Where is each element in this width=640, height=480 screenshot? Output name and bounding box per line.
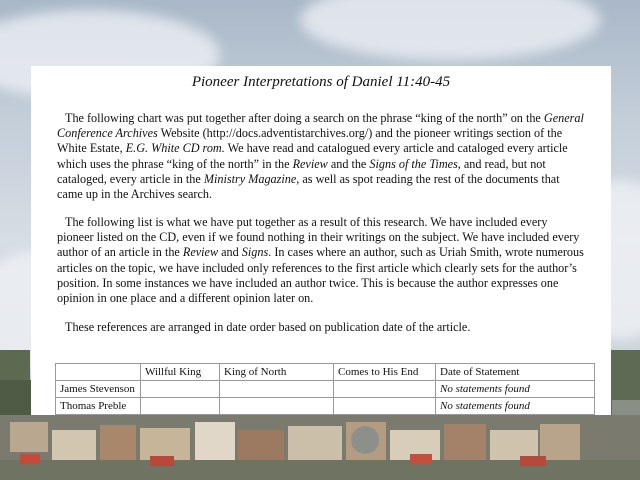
author-cell: Thomas Preble (56, 398, 141, 415)
paragraph-method (57, 215, 585, 306)
king-of-north-cell (220, 398, 334, 415)
text-run: We have read and catalogued every article and cataloged every article which uses the phrase “king of the north” in the (57, 141, 568, 171)
king-of-north-cell (220, 381, 334, 398)
text-run: , and read, but not cataloged, every article in the (57, 156, 546, 186)
text-run: , as well as spot reading the rest of the documents that came up in the Archives search. (57, 171, 560, 202)
table-row (56, 398, 595, 415)
italic-run: Ministry Magazine (203, 171, 297, 186)
header-cell-king-of-north: King of North (220, 364, 334, 381)
text-run: Website (http://docs.adventistarchives.org/) and the pioneer writings section of the White Estate, (57, 126, 563, 156)
italic-run: E.G. White CD rom. (125, 141, 225, 156)
document-page (31, 66, 611, 415)
italic-run: Review (292, 156, 328, 171)
author-cell: James Stevenson (56, 381, 141, 398)
paragraph-intro (57, 111, 585, 202)
header-cell-comes-to-his-end: Comes to His End (334, 364, 436, 381)
text-run: The following chart was put together after doing a search on the phrase “king of the north” on the (65, 111, 544, 125)
text-run: The following list is what we have put together as a result of this research. We have included every pioneer listed on the CD, even if we found nothing in their writings on the subject. We have included every author of an article in the (57, 215, 580, 260)
italic-run: Review (182, 245, 219, 260)
italic-run: Signs of the Times (369, 156, 458, 171)
date-cell: No statements found (436, 398, 595, 415)
table-row (56, 381, 595, 398)
date-cell: No statements found (436, 381, 595, 398)
paragraph-order-note: These references are arranged in date order based on publication date of the article. (65, 320, 471, 334)
text-run: and the (327, 156, 370, 171)
text-run: and (218, 245, 242, 260)
willful-king-cell (141, 381, 220, 398)
header-cell-willful-king: Willful King (141, 364, 220, 381)
header-cell-author (56, 364, 141, 381)
willful-king-cell (141, 398, 220, 415)
text-run: . In cases where an author, such as Uriah Smith, wrote numerous articles on the topic, we have included only references to the first article which clearly sets for the author’s position. In some instances we have included an author twice. This is because the author expresses one opinion in one place and a different opinion later on. (57, 245, 584, 306)
italic-run: Signs (241, 245, 269, 260)
references-table (55, 363, 595, 415)
header-cell-date: Date of Statement (436, 364, 595, 381)
table-header-row (56, 364, 595, 381)
italic-run: General Conference Archives (57, 111, 584, 141)
comes-to-end-cell (334, 398, 436, 415)
comes-to-end-cell (334, 381, 436, 398)
document-title: Pioneer Interpretations of Daniel 11:40-45 (191, 74, 451, 90)
